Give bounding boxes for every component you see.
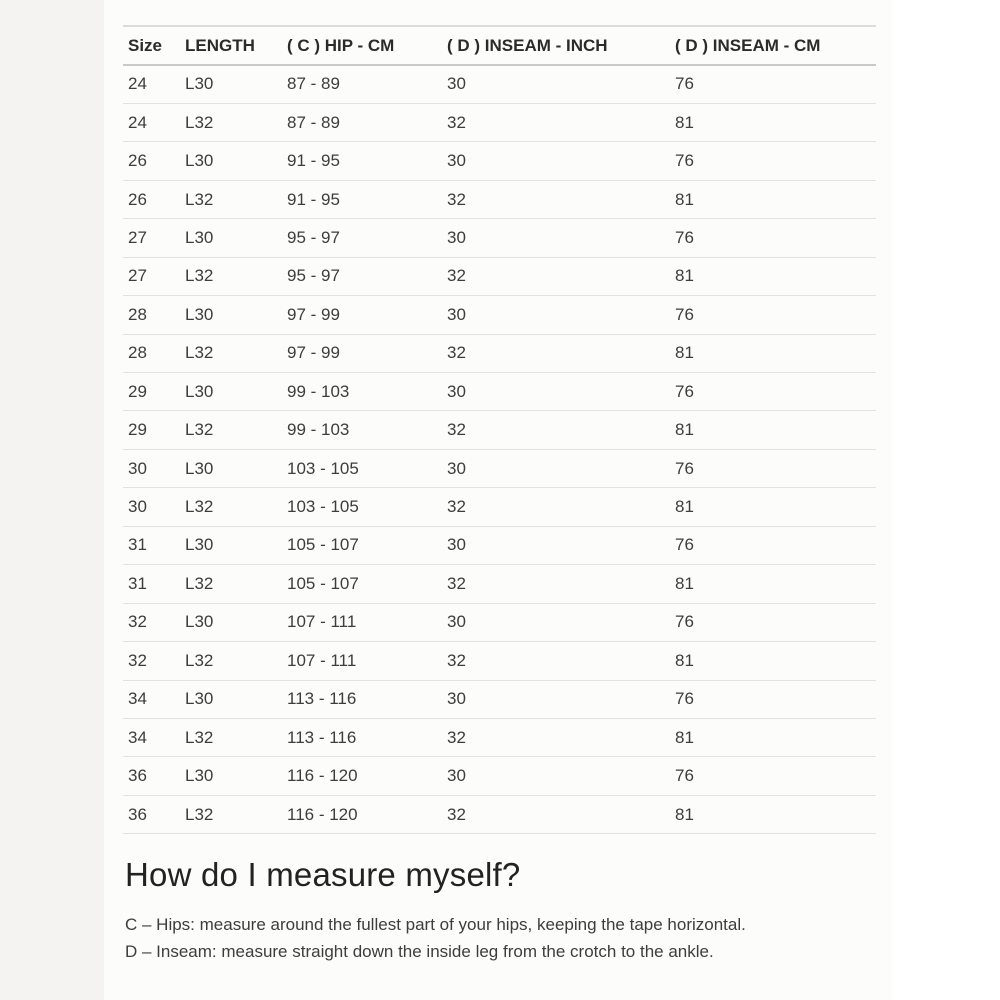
- table-cell: L32: [185, 180, 287, 218]
- table-cell: 30: [447, 449, 675, 487]
- table-cell: 76: [675, 680, 876, 718]
- table-cell: L30: [185, 449, 287, 487]
- table-cell: 32: [123, 642, 185, 680]
- table-cell: 87 - 89: [287, 103, 447, 141]
- table-cell: L30: [185, 373, 287, 411]
- table-cell: 32: [123, 603, 185, 641]
- table-cell: 76: [675, 65, 876, 103]
- table-cell: L30: [185, 296, 287, 334]
- table-row: [123, 411, 876, 449]
- table-cell: 116 - 120: [287, 757, 447, 795]
- table-cell: 107 - 111: [287, 603, 447, 641]
- table-cell: L32: [185, 795, 287, 833]
- table-cell: 81: [675, 334, 876, 372]
- table-row: [123, 795, 876, 833]
- column-header-hip-cm: ( C ) HIP - CM: [287, 26, 447, 65]
- table-cell: 91 - 95: [287, 142, 447, 180]
- table-cell: 99 - 103: [287, 411, 447, 449]
- table-cell: 30: [447, 65, 675, 103]
- table-cell: 76: [675, 219, 876, 257]
- table-row: [123, 334, 876, 372]
- column-header-size: Size: [123, 26, 185, 65]
- size-chart-panel: [104, 0, 893, 1000]
- table-cell: 103 - 105: [287, 488, 447, 526]
- table-cell: 24: [123, 103, 185, 141]
- table-cell: 87 - 89: [287, 65, 447, 103]
- table-cell: L32: [185, 718, 287, 756]
- table-cell: 81: [675, 411, 876, 449]
- table-cell: L32: [185, 565, 287, 603]
- table-cell: 81: [675, 257, 876, 295]
- table-cell: L30: [185, 142, 287, 180]
- table-row: [123, 296, 876, 334]
- table-row: [123, 603, 876, 641]
- table-cell: 97 - 99: [287, 296, 447, 334]
- table-cell: 32: [447, 103, 675, 141]
- table-cell: 30: [447, 680, 675, 718]
- table-cell: 76: [675, 603, 876, 641]
- table-cell: 30: [447, 219, 675, 257]
- table-row: [123, 642, 876, 680]
- table-cell: L32: [185, 642, 287, 680]
- table-cell: 30: [447, 296, 675, 334]
- table-cell: 24: [123, 65, 185, 103]
- table-cell: L30: [185, 65, 287, 103]
- table-cell: 32: [447, 795, 675, 833]
- table-cell: 32: [447, 718, 675, 756]
- table-row: [123, 219, 876, 257]
- instruction-inseam: D – Inseam: measure straight down the inside leg from the crotch to the ankle.: [125, 942, 714, 962]
- table-cell: 76: [675, 449, 876, 487]
- table-cell: 31: [123, 565, 185, 603]
- table-row: [123, 257, 876, 295]
- table-cell: 81: [675, 642, 876, 680]
- table-cell: 113 - 116: [287, 680, 447, 718]
- table-cell: 95 - 97: [287, 219, 447, 257]
- table-cell: 97 - 99: [287, 334, 447, 372]
- table-cell: 91 - 95: [287, 180, 447, 218]
- table-cell: 32: [447, 488, 675, 526]
- table-cell: 26: [123, 180, 185, 218]
- table-row: [123, 65, 876, 103]
- table-cell: 30: [123, 449, 185, 487]
- left-gutter: [0, 0, 104, 1000]
- table-cell: 76: [675, 757, 876, 795]
- table-row: [123, 180, 876, 218]
- table-cell: 107 - 111: [287, 642, 447, 680]
- table-cell: 34: [123, 680, 185, 718]
- measure-section-heading: How do I measure myself?: [125, 856, 521, 894]
- table-cell: 27: [123, 219, 185, 257]
- table-cell: 105 - 107: [287, 526, 447, 564]
- table-cell: L30: [185, 526, 287, 564]
- table-cell: 26: [123, 142, 185, 180]
- table-cell: 99 - 103: [287, 373, 447, 411]
- table-cell: L32: [185, 334, 287, 372]
- table-cell: 32: [447, 411, 675, 449]
- table-cell: 36: [123, 757, 185, 795]
- table-cell: 30: [447, 526, 675, 564]
- table-cell: 28: [123, 334, 185, 372]
- table-cell: 32: [447, 334, 675, 372]
- table-cell: 29: [123, 411, 185, 449]
- table-cell: 34: [123, 718, 185, 756]
- table-row: [123, 373, 876, 411]
- table-cell: 32: [447, 180, 675, 218]
- table-cell: L30: [185, 219, 287, 257]
- table-cell: L32: [185, 257, 287, 295]
- table-row: [123, 680, 876, 718]
- table-cell: 31: [123, 526, 185, 564]
- table-header: [123, 26, 876, 65]
- table-row: [123, 565, 876, 603]
- table-cell: 30: [447, 142, 675, 180]
- instruction-hips: C – Hips: measure around the fullest part of your hips, keeping the tape horizontal.: [125, 915, 746, 935]
- table-cell: 30: [447, 757, 675, 795]
- table-cell: 76: [675, 526, 876, 564]
- table-cell: 30: [123, 488, 185, 526]
- table-row: [123, 718, 876, 756]
- table-cell: 30: [447, 603, 675, 641]
- size-chart-table: [123, 25, 876, 834]
- table-cell: L32: [185, 488, 287, 526]
- table-row: [123, 103, 876, 141]
- column-header-inseam-cm: ( D ) INSEAM - CM: [675, 26, 876, 65]
- table-cell: 81: [675, 565, 876, 603]
- table-cell: 103 - 105: [287, 449, 447, 487]
- table-cell: L32: [185, 411, 287, 449]
- table-cell: 76: [675, 296, 876, 334]
- table-cell: 95 - 97: [287, 257, 447, 295]
- table-cell: L30: [185, 757, 287, 795]
- table-row: [123, 526, 876, 564]
- table-cell: 76: [675, 373, 876, 411]
- table-cell: 81: [675, 718, 876, 756]
- table-cell: 32: [447, 565, 675, 603]
- table-header-row: [123, 26, 876, 65]
- table-row: [123, 142, 876, 180]
- table-cell: 30: [447, 373, 675, 411]
- table-row: [123, 757, 876, 795]
- table-cell: 29: [123, 373, 185, 411]
- table-cell: 81: [675, 795, 876, 833]
- table-cell: L32: [185, 103, 287, 141]
- table-cell: 76: [675, 142, 876, 180]
- table-row: [123, 488, 876, 526]
- table-cell: L30: [185, 603, 287, 641]
- table-cell: 113 - 116: [287, 718, 447, 756]
- column-header-inseam-inch: ( D ) INSEAM - INCH: [447, 26, 675, 65]
- table-cell: 32: [447, 642, 675, 680]
- size-chart-table-body: [123, 65, 876, 834]
- table-cell: 81: [675, 103, 876, 141]
- table-cell: 116 - 120: [287, 795, 447, 833]
- table-cell: 81: [675, 180, 876, 218]
- table-cell: L30: [185, 680, 287, 718]
- table-cell: 81: [675, 488, 876, 526]
- table-cell: 32: [447, 257, 675, 295]
- table-row: [123, 449, 876, 487]
- table-cell: 27: [123, 257, 185, 295]
- column-header-length: LENGTH: [185, 26, 287, 65]
- table-cell: 28: [123, 296, 185, 334]
- table-cell: 36: [123, 795, 185, 833]
- table-cell: 105 - 107: [287, 565, 447, 603]
